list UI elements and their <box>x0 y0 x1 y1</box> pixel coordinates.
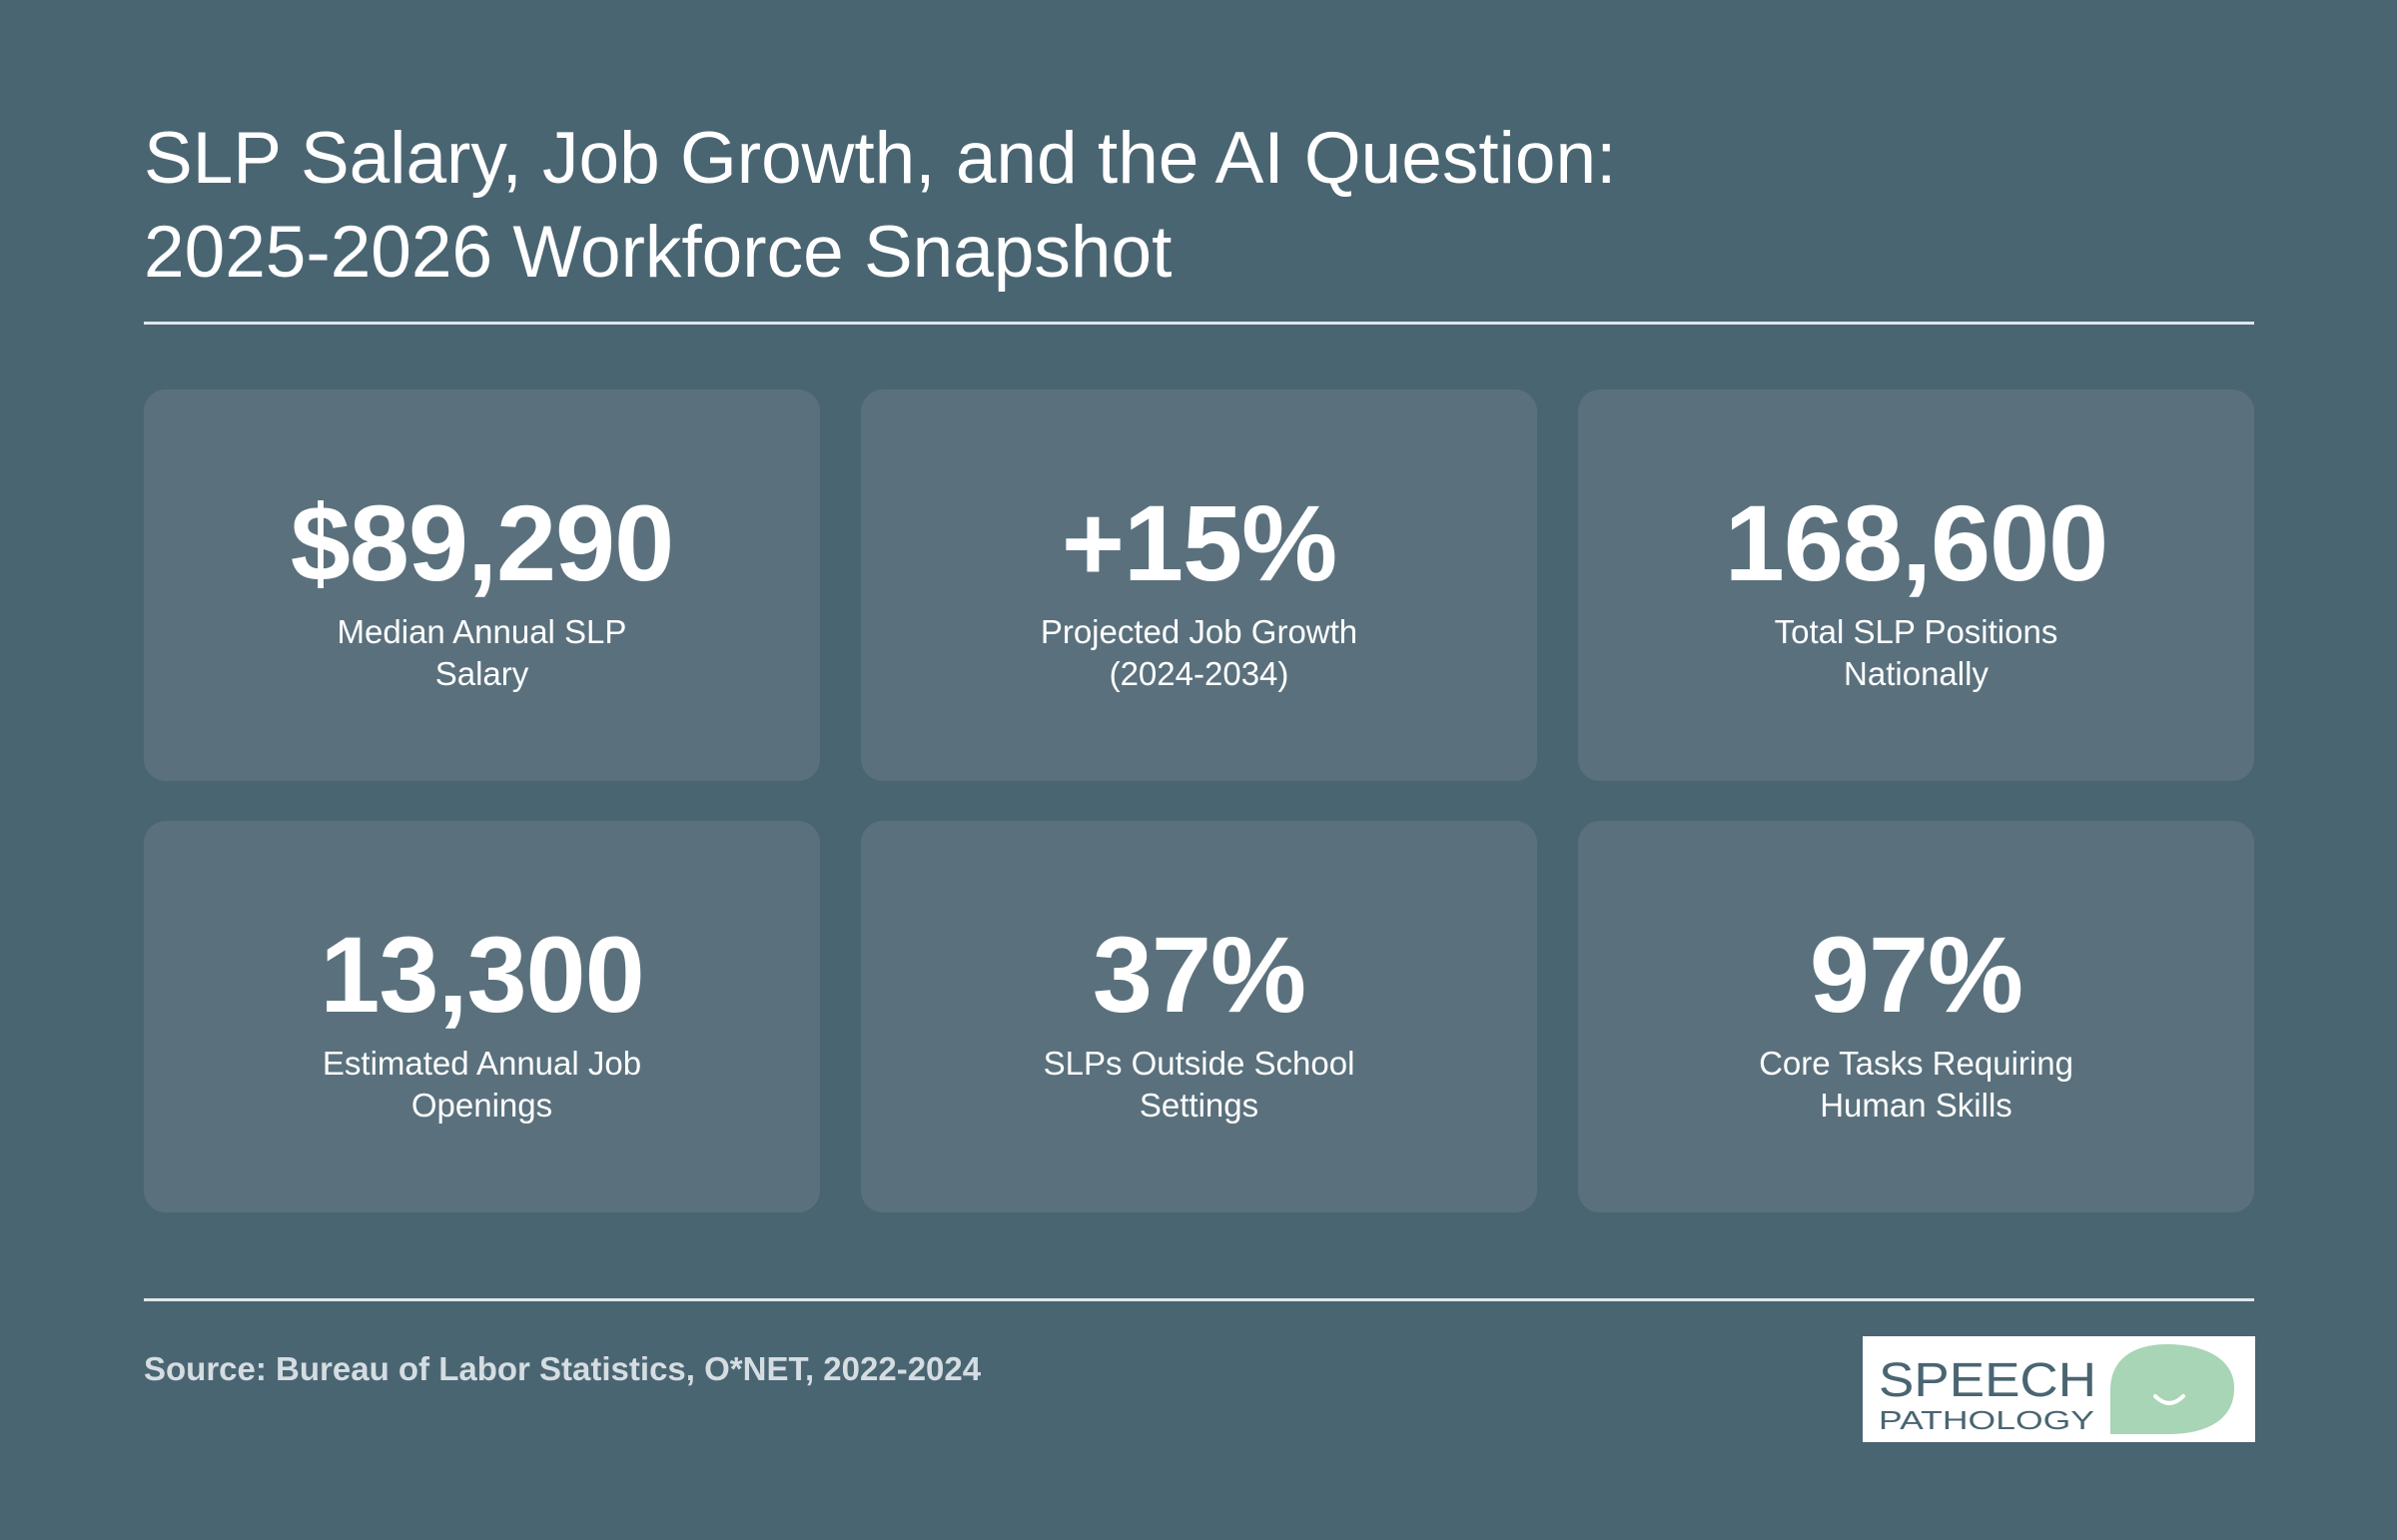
stat-label: Core Tasks Requiring Human Skills <box>1759 1045 2073 1124</box>
title-line-2: 2025-2026 Workforce Snapshot <box>144 212 1173 293</box>
stat-label: Median Annual SLP Salary <box>337 613 627 692</box>
stat-card-job-growth <box>861 389 1537 781</box>
top-divider <box>144 322 2254 325</box>
logo-text-speech: SPEECH <box>1879 1354 2096 1407</box>
stat-value: $89,290 <box>290 482 674 603</box>
stat-card-human-skills <box>1578 821 2254 1212</box>
stat-label: Estimated Annual Job Openings <box>322 1045 642 1124</box>
source-note: Source: Bureau of Labor Statistics, O*NET, 2022-2024 <box>144 1350 982 1387</box>
stat-value: 13,300 <box>320 914 644 1035</box>
speech-bubble-logo-icon <box>1863 1336 2255 1442</box>
stat-label: Total SLP Positions Nationally <box>1774 613 2058 692</box>
bottom-divider <box>144 1298 2254 1301</box>
stat-card-total-positions <box>1578 389 2254 781</box>
stat-card-outside-school <box>861 821 1537 1212</box>
speech-pathology-logo <box>1863 1336 2255 1442</box>
stat-label: Projected Job Growth (2024-2034) <box>1040 613 1358 692</box>
stat-value: 97% <box>1809 914 2023 1035</box>
title-line-1: SLP Salary, Job Growth, and the AI Question: <box>144 118 1617 199</box>
logo-bubble <box>2110 1344 2234 1434</box>
stat-card-median-salary <box>144 389 820 781</box>
stat-value: +15% <box>1061 482 1337 603</box>
stat-value: 168,600 <box>1724 482 2108 603</box>
stat-card-annual-openings <box>144 821 820 1212</box>
logo-text-pathology: PATHOLOGY <box>1879 1405 2094 1435</box>
stat-label: SLPs Outside School Settings <box>1043 1045 1355 1124</box>
stat-value: 37% <box>1092 914 1306 1035</box>
page-title <box>144 112 2253 300</box>
